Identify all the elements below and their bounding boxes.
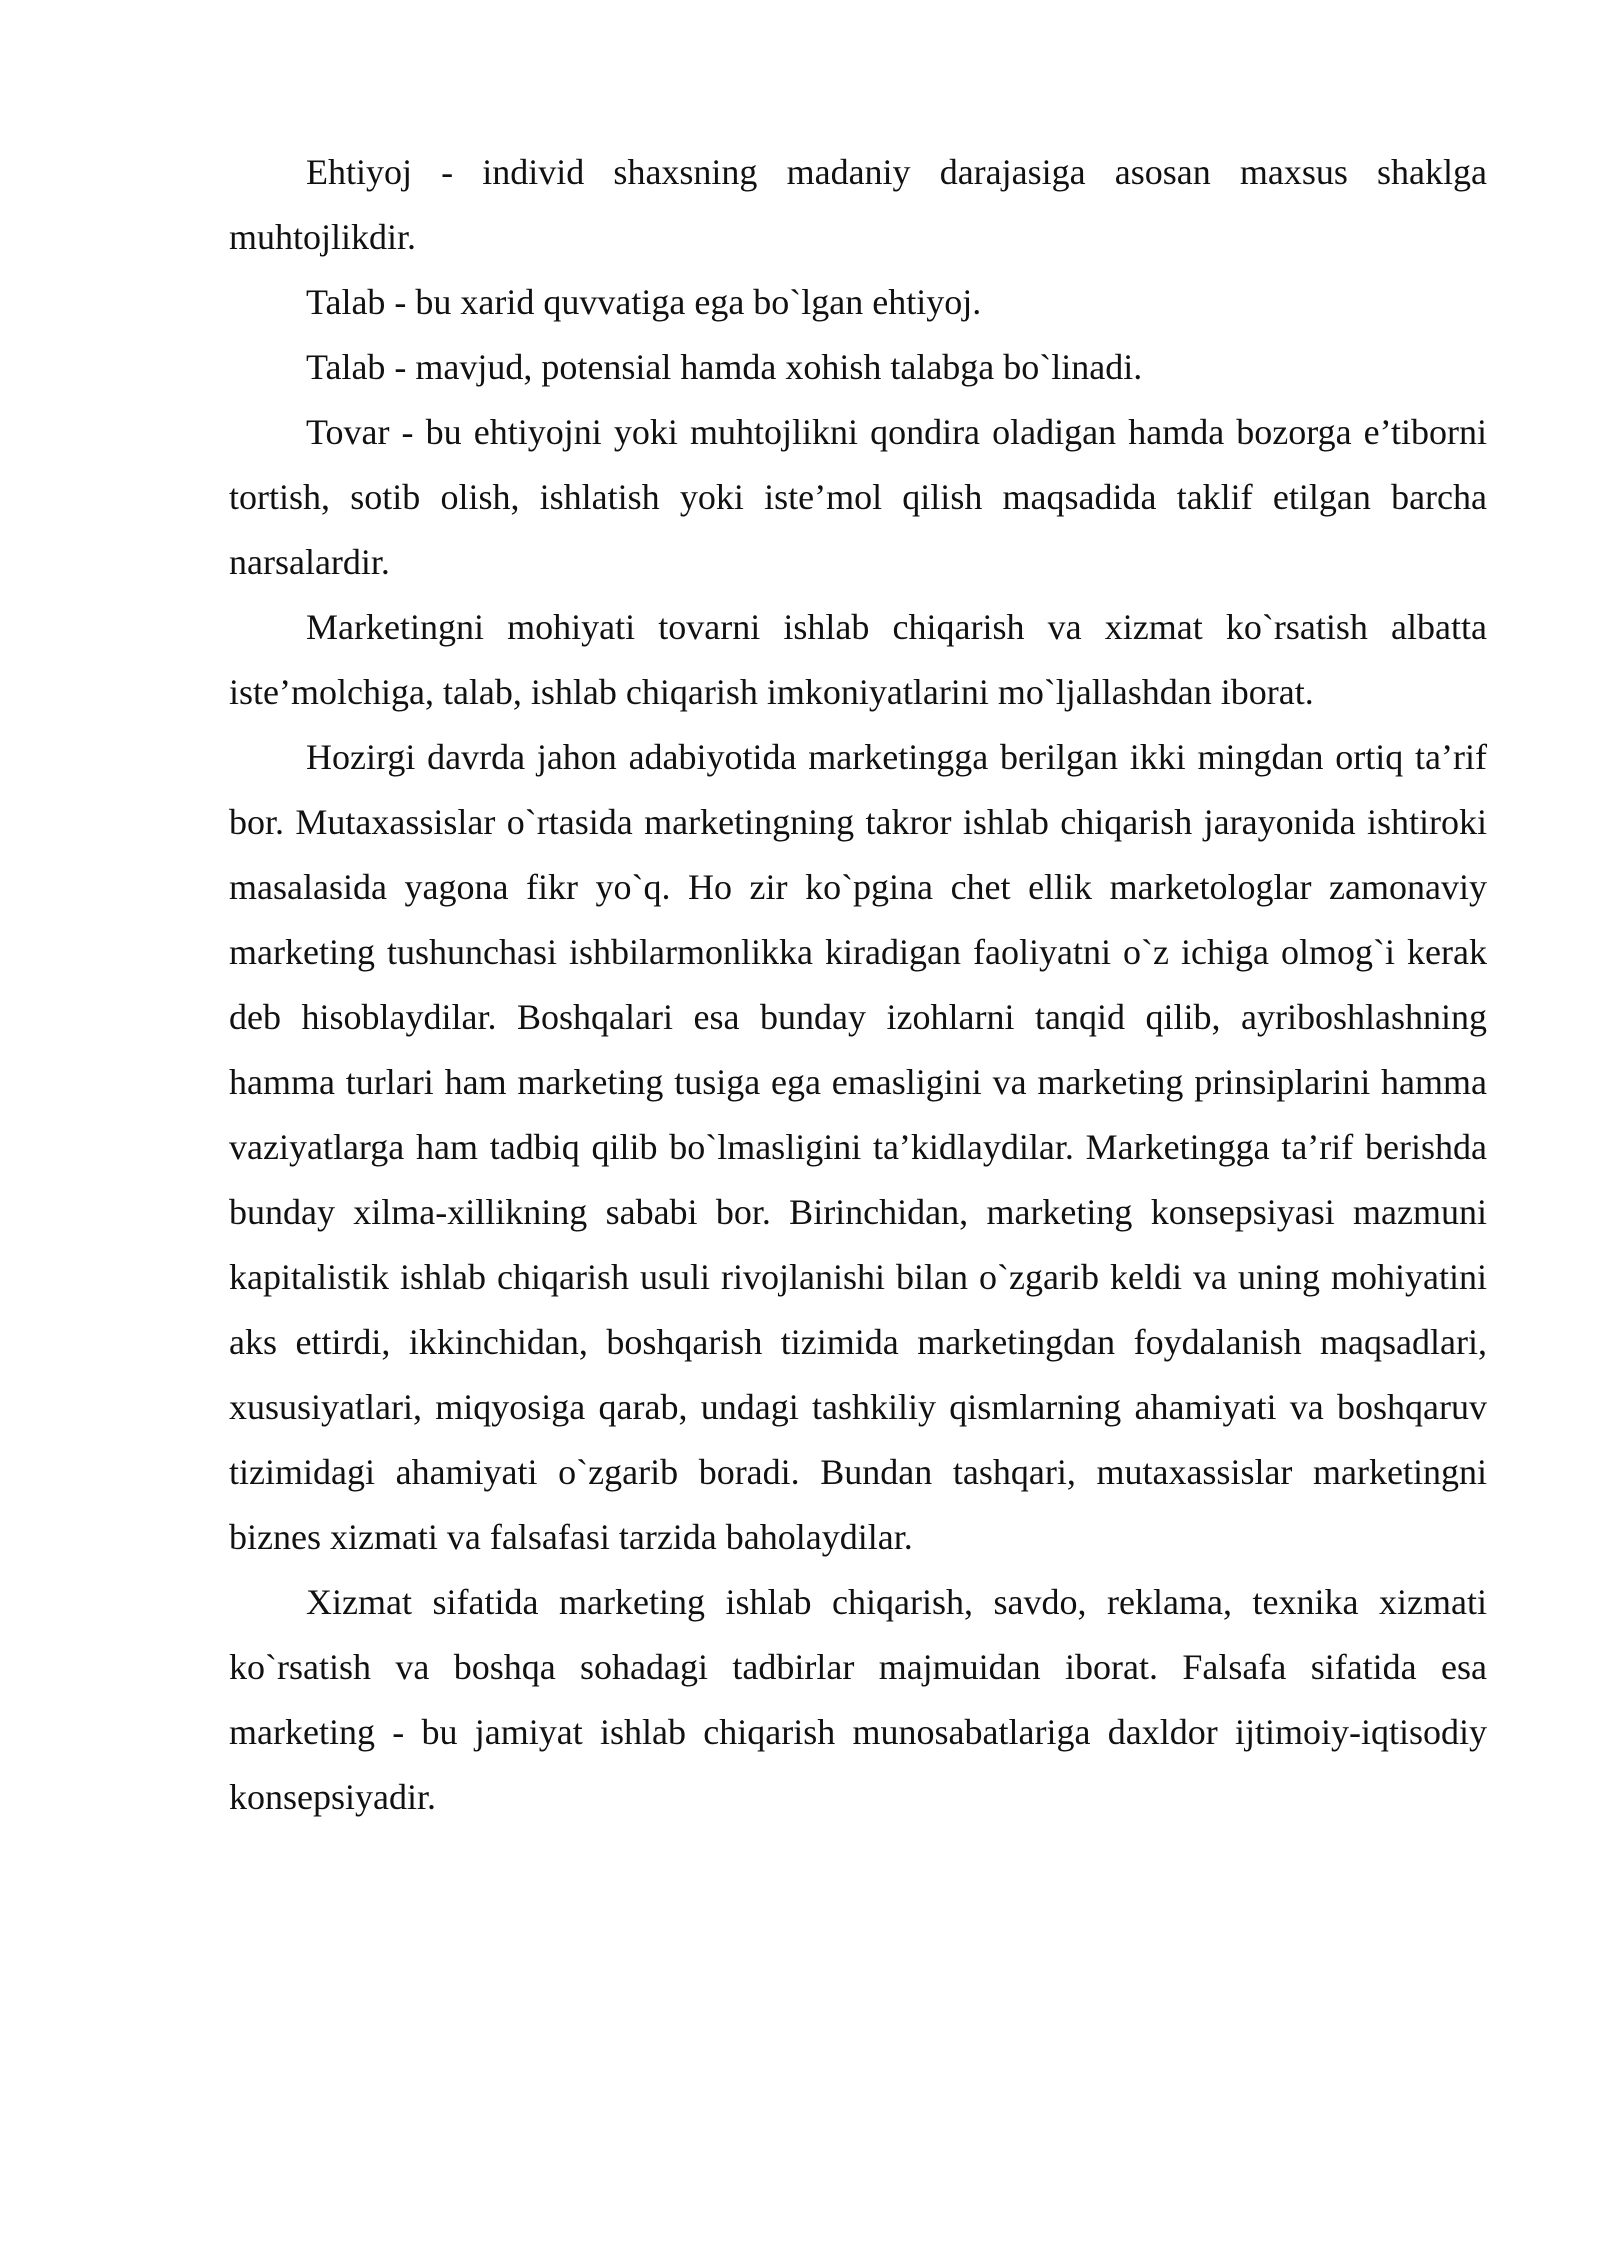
document-page	[229, 140, 1487, 1830]
paragraph-tovar: Tovar - bu ehtiyojni yoki muhtojlikni qondira oladigan hamda bozorga e’tiborni tortish, sotib olish, ishlatish yoki iste’mol qilish maqsadida taklif etilgan barcha narsalardir.	[229, 412, 1487, 582]
paragraph-marketing-service-philosophy: Xizmat sifatida marketing ishlab chiqarish, savdo, reklama, texnika xizmati ko`rsatish va boshqa sohadagi tadbirlar majmuidan iborat. Falsafa sifatida esa marketing - bu jamiyat ishlab chiqarish munosabatlariga daxldor ijtimoiy-iqtisodiy konsepsiyadir.	[229, 1582, 1487, 1817]
paragraph-marketing-definitions: Hozirgi davrda jahon adabiyotida marketingga berilgan ikki mingdan ortiq ta’rif bor. Mutaxassislar o`rtasida marketingning takror ishlab chiqarish jarayonida ishtiroki masalasida yagona fikr yo`q. Ho zir ko`pgina chet ellik marketologlar zamonaviy marketing tushunchasi ishbilarmonlikka kiradigan faoliyatni o`z ichiga olmog`i kerak deb hisoblaydilar. Boshqalari esa bunday izohlarni tanqid qilib, ayriboshlashning hamma turlari ham marketing tusiga ega emasligini va marketing prinsiplarini hamma vaziyatlarga ham tadbiq qilib bo`lmasligini ta’kidlaydilar. Marketingga ta’rif berishda bunday xilma-xillikning sababi bor. Birinchidan, marketing konsepsiyasi mazmuni kapitalistik ishlab chiqarish usuli rivojlanishi bilan o`zgarib keldi va uning mohiyatini aks ettirdi, ikkinchidan, boshqarish tizimida marketingdan foydalanish maqsadlari, xususiyatlari, miqyosiga qarab, undagi tashkiliy qismlarning ahamiyati va boshqaruv tizimidagi ahamiyati o`zgarib boradi. Bundan tashqari, mutaxassislar marketingni biznes xizmati va falsafasi tarzida baholaydilar.	[229, 737, 1487, 1557]
paragraph-talab-types: Talab - mavjud, potensial hamda xohish talabga bo`linadi.	[306, 347, 1143, 387]
paragraph-ehtiyoj: Ehtiyoj - individ shaxsning madaniy darajasiga asosan maxsus shaklga muhtojlikdir.	[229, 152, 1487, 257]
paragraph-marketing-essence: Marketingni mohiyati tovarni ishlab chiqarish va xizmat ko`rsatish albatta iste’molchiga, talab, ishlab chiqarish imkoniyatlarini mo`ljallashdan iborat.	[229, 607, 1487, 712]
paragraph-talab-definition: Talab - bu xarid quvvatiga ega bo`lgan ehtiyoj.	[306, 282, 982, 322]
